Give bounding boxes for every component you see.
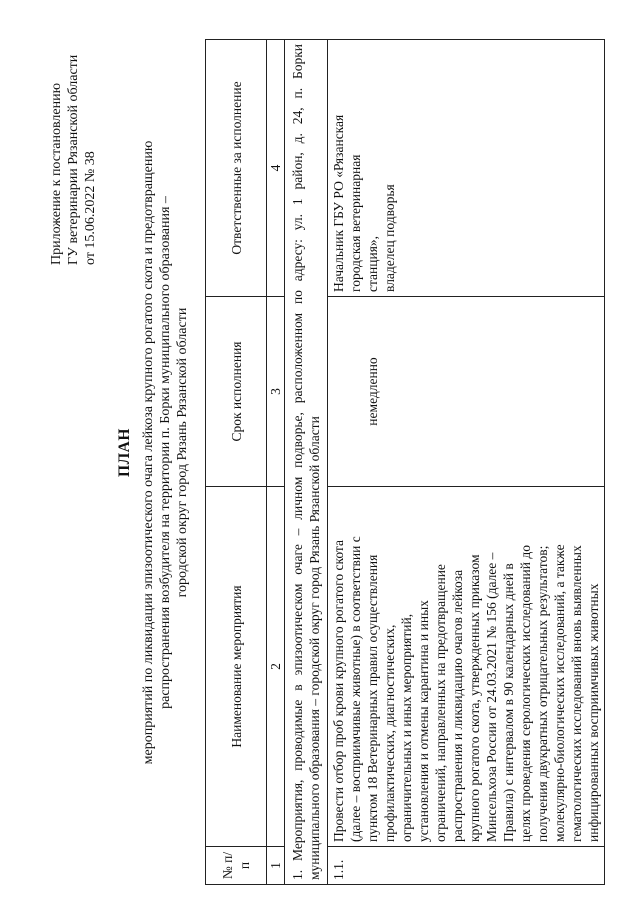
header-num: № п/п [206, 847, 267, 885]
header-resp: Ответственные за исполнение [206, 40, 267, 297]
section-1-title: 1. Мероприятия, проводимые в эпизоотическом очаге – личном подворье, расположенном по адресу: ул. 1 район, д. 24, п. Борки муниципального образования – городской округ город Рязань Рязанской области [285, 40, 328, 885]
row-resp-line: городская ветеринарная [348, 154, 363, 292]
col-number-4: 4 [267, 40, 285, 297]
row-name-line: Минсельхоза России от 24.03.2021 № 156 (далее – [484, 552, 499, 842]
row-name-line: профилактических, диагностических, [382, 624, 397, 842]
row-resp-line: Начальник ГБУ РО «Рязанская [331, 114, 346, 292]
row-term-text: немедленно [365, 357, 380, 426]
row-name-line: распространения и ликвидацию очагов лейкоза [450, 569, 465, 842]
row-name-line: (далее – восприимчивые животные) в соответствии с [348, 536, 363, 842]
row-name-line: ограничительных и иных мероприятий, [399, 613, 414, 842]
approval-block [48, 25, 99, 265]
col-number-1: 1 [267, 847, 285, 885]
subtitle-line-3: городской округ город Рязань Рязанской области [175, 307, 190, 598]
col-number-2: 2 [267, 487, 285, 847]
row-name-line: крупного рогатого скота, утвержденных приказом [467, 554, 482, 842]
row-name-line: пунктом 18 Ветеринарных правил осуществления [365, 554, 380, 842]
approval-line-1: Приложение к постановлению [49, 82, 64, 265]
row-resp-line: станция», [365, 235, 380, 292]
row-name-line: Провести отбор проб крови крупного рогатого скота [331, 540, 346, 842]
row-resp-line: владелец подворья [382, 184, 397, 292]
plan-title: ПЛАН [116, 428, 133, 477]
approval-line-2: ГУ ветеринарии Рязанской области [66, 54, 81, 265]
column-number-row [267, 40, 285, 885]
row-num: 1.1. [328, 847, 605, 885]
row-name-line: установления и отмены карантина и иных [416, 600, 431, 842]
row-name-line: получения двукратных отрицательных результатов; [535, 545, 550, 842]
row-name-line: инфицированных восприимчивых животных [586, 583, 601, 842]
approval-line-3: от 15.06.2022 № 38 [83, 151, 98, 265]
row-name [328, 487, 605, 847]
plan-table [205, 39, 605, 885]
row-name-line: гематологических исследований вновь выявленных [569, 545, 584, 842]
subtitle-line-1: мероприятий по ликвидации эпизоотического очага лейкоза крупного рогатого скота и предотвращению [141, 140, 156, 765]
header-name: Наименование мероприятия [206, 487, 267, 847]
subtitle-line-2: распространения возбудителя на территории п. Борки муниципального образования – [158, 196, 173, 709]
row-name-line: молекулярно-биологических исследований, а также [552, 544, 567, 842]
table-row [328, 40, 605, 885]
section-row [285, 40, 328, 885]
row-name-line: ограничений, направленных на предотвращение [433, 564, 448, 842]
row-name-line: Правила) с интервалом в 90 календарных дней в [501, 563, 516, 842]
row-term [328, 297, 605, 487]
plan-subtitle [140, 40, 191, 865]
header-row [206, 40, 267, 885]
col-number-3: 3 [267, 297, 285, 487]
row-name-line: целях проведения серологических исследований до [518, 545, 533, 842]
row-responsible [328, 40, 605, 297]
header-term: Срок исполнения [206, 297, 267, 487]
